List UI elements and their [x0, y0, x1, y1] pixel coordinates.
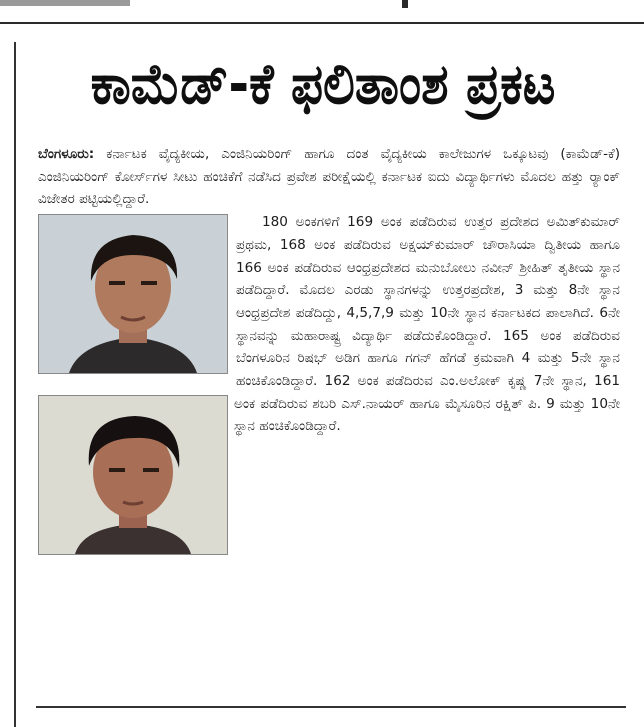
portrait-2-image — [39, 396, 227, 554]
bottom-rule — [36, 706, 626, 708]
portrait-1-image — [39, 215, 227, 373]
portrait-photo-2 — [38, 395, 228, 555]
previous-article-fragment — [0, 0, 130, 6]
paragraph-intro-text: ಕರ್ನಾಟಕ ವೈದ್ಯಕೀಯ, ಎಂಜಿನಿಯರಿಂಗ್ ಹಾಗೂ ದಂತ ವೈದ್ಯಕೀಯ ಕಾಲೇಜುಗಳ ಒಕ್ಕೂಟವು (ಕಾಮೆಡ್-ಕೆ) ಎಂಜಿನಿಯರಿಂಗ್ ಕೋರ್ಸ್‌ಗಳ ಸೀಟು ಹಂಚಿಕೆಗೆ ನಡೆಸಿದ ಪ್ರವೇಶ ಪರೀಕ್ಷೆಯಲ್ಲಿ ಕರ್ನಾಟಕ ಐದು ವಿದ್ಯಾರ್ಥಿಗಳು ಮೊದಲ ಹತ್ತು ರ‍್ಯಾಂಕ್ ವಿಜೇತರ ಪಟ್ಟಿಯಲ್ಲಿದ್ದಾರೆ. — [38, 146, 620, 208]
paragraph-intro — [38, 143, 620, 211]
top-border — [0, 0, 644, 24]
portrait-photo-1 — [38, 214, 228, 374]
headline: ಕಾಮೆಡ್-ಕೆ ಫಲಿತಾಂಶ ಪ್ರಕಟ — [90, 51, 556, 117]
border-tick — [402, 0, 408, 8]
column-rule-left — [14, 42, 16, 727]
paragraph-results: 180 ಅಂಕಗಳಿಗೆ 169 ಅಂಕ ಪಡೆದಿರುವ ಉತ್ತರ ಪ್ರದೇಶದ ಅಮಿತ್‌ಕುಮಾರ್ ಪ್ರಥಮ, 168 ಅಂಕ ಪಡೆದಿರುವ ಅಕ್ಷಯ್‌ಕುಮಾರ್ ಚೌರಾಸಿಯಾ ದ್ವಿತೀಯ ಹಾಗೂ 166 ಅಂಕ ಪಡೆದಿರುವ ಆಂಧ್ರಪ್ರದೇಶದ ಮನುಬೋಲು ನವೀನ್ ಶ್ರೀಹಿತ್ ತೃತೀಯ ಸ್ಥಾನ ಪಡೆದಿದ್ದಾರೆ. ಮೊದಲ ಎರಡು ಸ್ಥಾನಗಳನ್ನು ಉತ್ತರಪ್ರದೇಶ, 3 ಮತ್ತು 8ನೇ ಸ್ಥಾನ ಆಂಧ್ರಪ್ರದೇಶ ಪಡೆದಿದ್ದು, 4,5,7,9 ಮತ್ತು 10ನೇ ಸ್ಥಾನ ಕರ್ನಾಟಕದ ಪಾಲಾಗಿದೆ. 6ನೇ ಸ್ಥಾನವನ್ನು ಮಹಾರಾಷ್ಟ್ರ ವಿದ್ಯಾರ್ಥಿ ಪಡೆದುಕೊಂಡಿದ್ದಾರೆ. 165 ಅಂಕ ಪಡೆದಿರುವ ಬೆಂಗಳೂರಿನ ರಿಷಭ್ ಅಡಿಗ ಹಾಗೂ ಗಗನ್ ಹೆಗಡೆ ಕ್ರಮವಾಗಿ 4 ಮತ್ತು 5ನೇ ಸ್ಥಾನ ಹಂಚಿಕೊಂಡಿದ್ದಾರೆ. 162 ಅಂಕ ಪಡೆದಿರುವ ಎಂ.ಅಲೋಕ್ ಕೃಷ್ಣ 7ನೇ ಸ್ಥಾನ, 161 ಅಂಕ ಪಡೆದಿರುವ ಶಬರಿ ಎಸ್.ನಾಯರ್ ಹಾಗೂ ಮೈಸೂರಿನ ರಕ್ಷಿತ್ ಪಿ. 9 ಮತ್ತು 10ನೇ ಸ್ಥಾನ ಹಂಚಿಕೊಂಡಿದ್ದಾರೆ. — [234, 214, 620, 435]
dateline: ಬೆಂಗಳೂರು: — [38, 146, 95, 162]
